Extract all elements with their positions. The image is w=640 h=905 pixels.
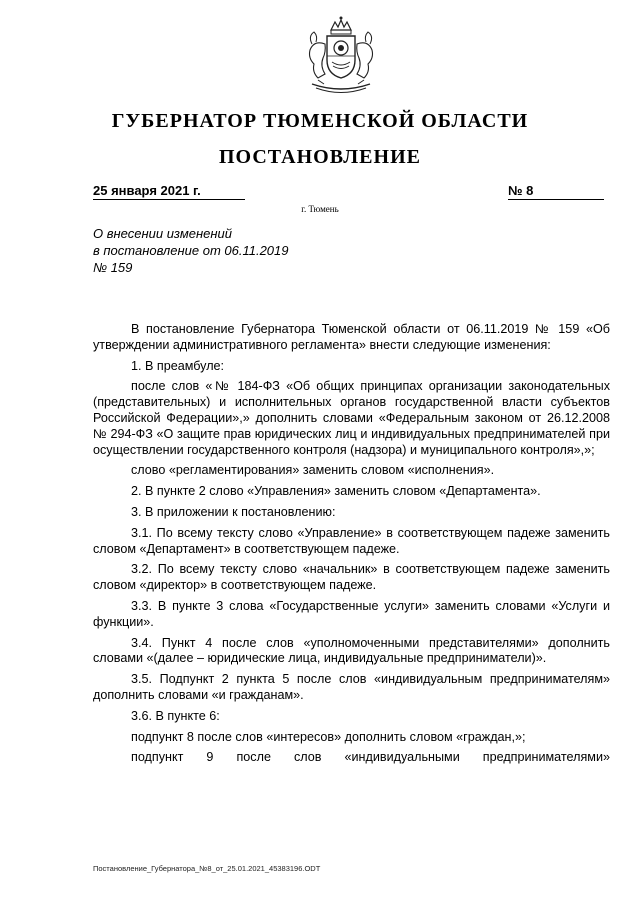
subject-line: в постановление от 06.11.2019 (93, 243, 289, 258)
document-number: № 8 (508, 183, 604, 200)
coat-of-arms-icon (298, 14, 384, 100)
document-date: 25 января 2021 г. (93, 183, 245, 200)
body-paragraph: 3. В приложении к постановлению: (131, 504, 336, 519)
document-type-heading: ПОСТАНОВЛЕНИЕ (219, 146, 421, 168)
body-paragraph: В постановление Губернатора Тюменской области от 06.11.2019 № 159 «Об утверждении административного регламента» внести следующие изменения: (93, 322, 610, 352)
body-paragraph: 3.1. По всему тексту слово «Управление» в соответствующем падеже заменить словом «Департамент» в соответствующем падеже. (93, 525, 610, 556)
body-paragraph: 3.5. Подпункт 2 пункта 5 после слов «индивидуальным предпринимателям» дополнить словами «и гражданам». (93, 672, 610, 702)
body-paragraph: 3.6. В пункте 6: (131, 708, 220, 723)
document-subject (93, 225, 353, 276)
body-paragraph: слово «регламентирования» заменить словом «исполнения». (131, 463, 495, 478)
subject-line: О внесении изменений (93, 226, 232, 241)
document-body (93, 322, 610, 771)
body-paragraph: 3.2. По всему тексту слово «начальник» в соответствующем падеже заменить словом «директор» в соответствующем падеже. (93, 562, 610, 593)
body-paragraph: 1. В преамбуле: (131, 358, 225, 373)
body-paragraph: 3.4. Пункт 4 после слов «уполномоченными представителями» дополнить словами «(далее – юридические лица, индивидуальные предприниматели)». (93, 635, 610, 666)
body-paragraph: 2. В пункте 2 слово «Управления» заменить словом «Департамента». (131, 484, 541, 499)
file-name-footer: Постановление_Губернатора_№8_от_25.01.2021_45383196.ODT (93, 864, 321, 873)
body-paragraph: 3.3. В пункте 3 слова «Государственные услуги» заменить словами «Услуги и функции». (93, 598, 610, 629)
governor-title: ГУБЕРНАТОР ТЮМЕНСКОЙ ОБЛАСТИ (111, 110, 529, 132)
body-paragraph: подпункт 8 после слов «интересов» дополнить словом «граждан,»; (131, 729, 526, 744)
body-paragraph: подпункт 9 после слов «индивидуальными предпринимателями» (131, 750, 610, 765)
document-city: г. Тюмень (301, 204, 339, 214)
subject-line: № 159 (93, 260, 133, 275)
body-paragraph: после слов «№ 184-ФЗ «Об общих принципах организации законодательных (представительных) и исполнительных органов государственной власти субъектов Российской Федерации»,» дополнить словами «Федеральным законом от 26.12.2008 № 294-ФЗ «О защите прав юридических лиц и индивидуальных предпринимателей при осуществлении государственного контроля (надзора) и муниципального контроля»,»; (93, 379, 610, 457)
